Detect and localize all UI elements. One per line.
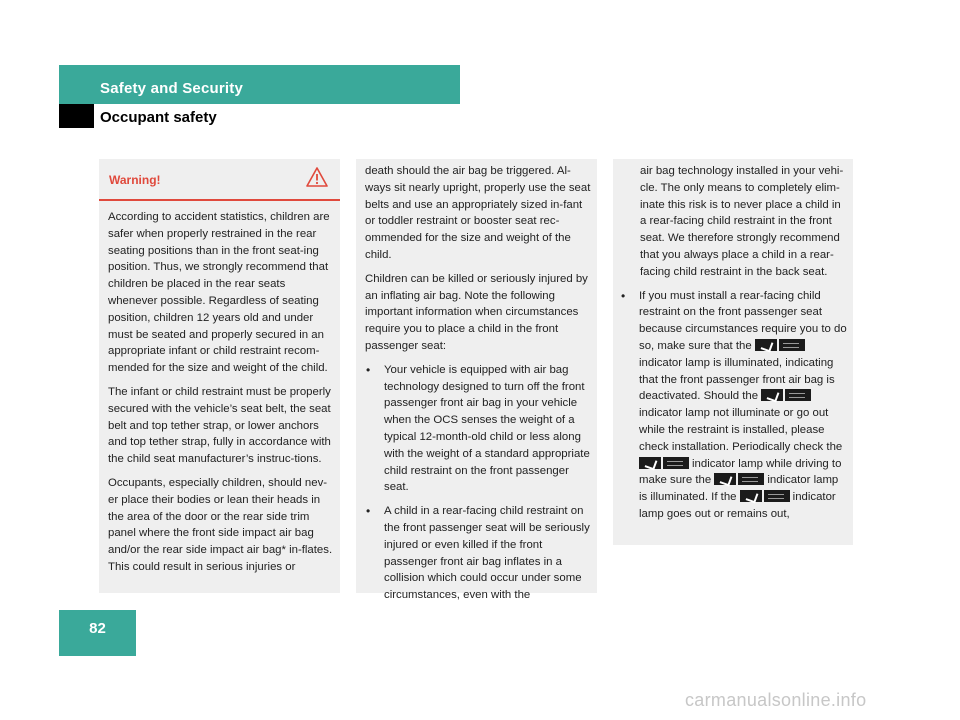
warning-header [99, 159, 340, 201]
subsection-marker [59, 104, 94, 128]
paragraph: Occupants, especially children, should nev-er place their bodies or lean their heads in the area of the door or the rear side trim panel where the front side impact air bag and/or the rear side impact air bag* in-flates. This could result in serious injuries or [108, 476, 333, 573]
subsection-title: Occupant safety [100, 109, 217, 126]
page-number: 82 [89, 620, 106, 637]
warning-label: Warning! [109, 173, 161, 187]
bullet-item [365, 503, 591, 604]
bullet-item [620, 288, 847, 523]
warning-triangle-icon [306, 167, 328, 193]
bullet-icon: • [366, 504, 371, 519]
passenger-airbag-off-indicator-icon [714, 473, 764, 485]
bullet-icon: • [366, 362, 371, 377]
passenger-airbag-off-indicator-icon [761, 389, 811, 401]
bullet-item [365, 362, 591, 496]
paragraph: According to accident statistics, children are safer when properly restrained in the rear seating positions than in the front seat-ing position. Thus, we strongly recommend that children be placed in the rear seats whenever possible. Regardless of seating position, children 12 years old and under must be seated and properly secured in an appropriate infant or child restraint recom-mended for the size and weight of the child. [108, 211, 330, 375]
paragraph: air bag technology installed in your vehi-cle. The only means to completely elim-inate this risk is to never place a child in a rear-facing child restraint in the front seat. We therefore strongly recommend that you always place a child in a rear-facing child restraint in the back seat. [640, 165, 844, 278]
bullet-text: indicator lamp while driving to make sure the [639, 457, 842, 487]
bullet-text: indicator lamp not illuminate or go out while the restraint is installed, please check installation. Periodically check the [639, 407, 843, 453]
paragraph: Children can be killed or seriously injured by an inflating air bag. Note the following important information when circumstances require you to place a child in the front passenger seat: [365, 272, 588, 352]
section-title: Safety and Security [100, 80, 244, 97]
bullet-text: indicator lamp is illuminated, indicating that the front passenger front air bag is deactivated. Should the [639, 356, 835, 403]
bullet-text: If you must install a rear-facing child restraint on the front passenger seat because circumstances require you to do so, make sure that the [639, 289, 847, 352]
bullet-text: indicator lamp is illuminated. If the [639, 474, 839, 504]
bullet-icon: • [621, 288, 626, 303]
watermark: carmanualsonline.info [685, 690, 867, 710]
warning-panel-column-2 [356, 159, 597, 602]
bullet-text: indicator lamp goes out or remains out, [639, 491, 836, 520]
passenger-airbag-off-indicator-icon [639, 457, 689, 469]
paragraph: death should the air bag be triggered. Al-ways sit nearly upright, properly use the seat belts and use an appropriately sized in-fant or toddler restraint or booster seat rec-ommended for the size and weight of the child. [365, 165, 591, 261]
bullet-text: A child in a rear-facing child restraint on the front passenger seat will be seriously injured or even killed if the front passenger front air bag inflates in a collision which could occur under some circumstances, even with the [384, 505, 590, 602]
paragraph: The infant or child restraint must be properly secured with the vehicle’s seat belt, the seat belt and top tether strap, or lower anchors and top tether strap, fully in accordance with the child seat manufacturer’s instruc-tions. [108, 385, 331, 466]
bullet-text: Your vehicle is equipped with air bag technology designed to turn off the front passenger front air bag in your vehicle when the OCS senses the weight of a typical 12-month-old child or less along with the weight of a standard appropriate child restraint on the front passenger seat. [384, 363, 590, 494]
warning-panel-column-1 [99, 159, 340, 593]
passenger-airbag-off-indicator-icon [755, 339, 805, 351]
warning-panel-column-3 [613, 159, 853, 545]
passenger-airbag-off-indicator-icon [740, 490, 790, 502]
